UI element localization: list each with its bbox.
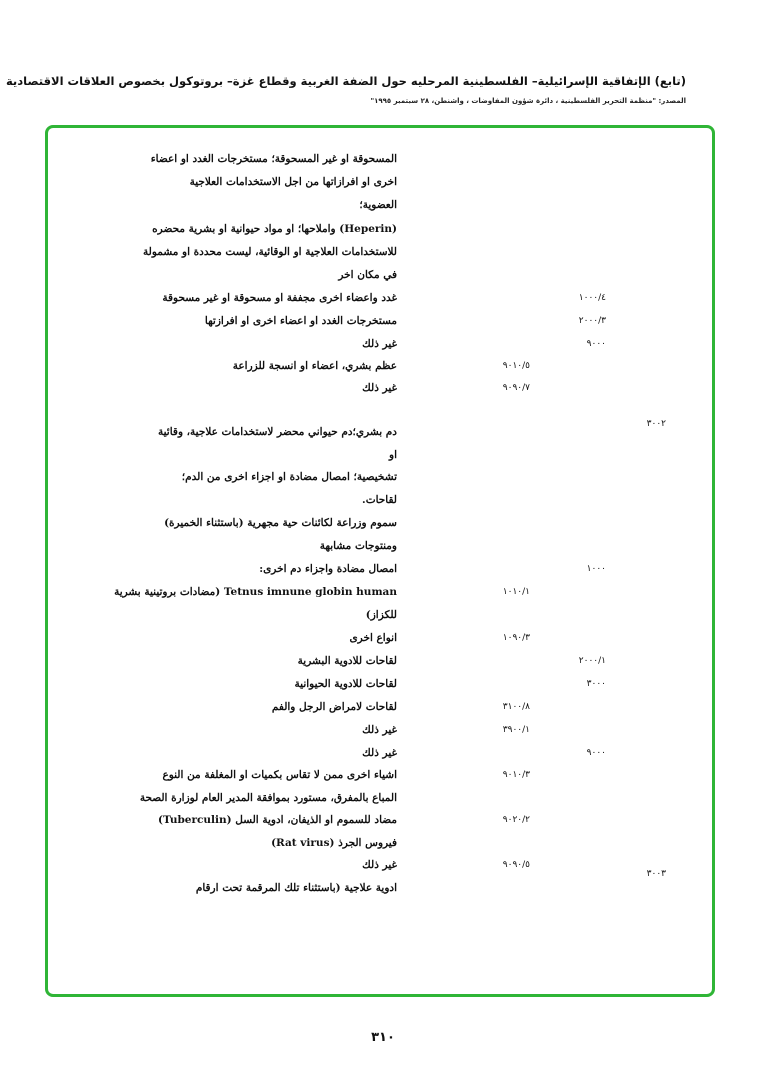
table-row (0, 559, 766, 579)
item-description: لقاحات للادوية الحيوانية (294, 678, 397, 690)
item-description: العضوية؛ (359, 199, 397, 211)
subheading-code: ٣١٠٠/٨ (502, 702, 530, 712)
table-row (0, 378, 766, 398)
item-description: غير ذلك (362, 382, 397, 394)
item-description: اشياء اخرى ممن لا تقاس بكميات او المغلفة من النوع (162, 769, 397, 781)
page-number: ٣١٠ (371, 1030, 395, 1045)
heading-code: ٩٠٠٠ (586, 339, 606, 349)
table-row (0, 149, 766, 169)
table-row (0, 334, 766, 354)
item-description: اخرى او افرازاتها من اجل الاستخدامات العلاجية (189, 176, 397, 188)
item-description: امصال مضادة واجزاء دم اخرى: (259, 563, 397, 575)
item-description: غير ذلك (362, 724, 397, 736)
item-description: دم بشري؛دم حيواني محضر لاستخدامات علاجية، وقائية (158, 426, 397, 438)
subheading-code: ٩٠٢٠/٢ (502, 815, 530, 825)
source-citation: المصدر: "منظمة التحرير الفلسطينية ، دائرة شؤون المفاوضات ، واشنطن، ٢٨ سبتمبر ١٩٩٥" (370, 97, 686, 105)
item-description: عظم بشري، اعضاء او انسجة للزراعة (232, 360, 397, 372)
table-row (0, 605, 766, 625)
table-row (0, 467, 766, 487)
heading-code: ١٠٠٠/٤ (578, 293, 606, 303)
subheading-code: ٣٩٠٠/١ (502, 725, 530, 735)
item-description: لقاحات للادوية البشرية (297, 655, 397, 667)
table-row (0, 743, 766, 763)
heading-code: ٢٠٠٠/١ (578, 656, 606, 666)
table-row (0, 810, 766, 830)
item-description: غدد واعضاء اخرى مجففة او مسحوقة او غير مسحوقة (162, 292, 397, 304)
table-row (0, 490, 766, 510)
table-row (0, 219, 766, 239)
subheading-code: ٩٠٩٠/٥ (502, 860, 530, 870)
item-description: لقاحات لامراض الرجل والفم (271, 701, 397, 713)
chapter-code: ٣٠٠٣ (646, 869, 666, 879)
item-description: لقاحات. (362, 494, 397, 506)
table-row (0, 311, 766, 331)
table-row (0, 242, 766, 262)
item-description: مستخرجات الغدد او اعضاء اخرى او افرازتها (204, 315, 397, 327)
item-description: ادوية علاجية (باستثناء تلك المرقمة تحت ارقام (195, 882, 397, 894)
item-description: غير ذلك (362, 747, 397, 759)
item-description: سموم وزراعة لكائنات حية مجهرية (باستثناء الخميرة) (164, 517, 397, 529)
table-row (0, 195, 766, 215)
table-row (0, 720, 766, 740)
table-row (0, 445, 766, 465)
item-description: تشخيصية؛ امصال مضادة او اجزاء اخرى من الدم؛ (181, 471, 397, 483)
table-row (0, 582, 766, 602)
table-row (0, 265, 766, 285)
table-row (0, 288, 766, 308)
heading-code: ٢٠٠٠/٣ (578, 316, 606, 326)
table-row (0, 419, 766, 442)
item-description: Tetnus imnune globin human (مضادات بروتينية بشرية (114, 586, 397, 598)
heading-code: ١٠٠٠ (586, 564, 606, 574)
item-description: (Heperin) واملاحها؛ او مواد حيوانية او بشرية محضره (152, 223, 397, 235)
item-description: او (389, 449, 397, 461)
table-row (0, 172, 766, 192)
item-description: انواع اخرى (349, 632, 397, 644)
subheading-code: ١٠١٠/١ (502, 587, 530, 597)
item-description: غير ذلك (362, 859, 397, 871)
item-description: غير ذلك (362, 338, 397, 350)
heading-code: ٣٠٠٠ (586, 679, 606, 689)
subheading-code: ٩٠١٠/٣ (502, 770, 530, 780)
subheading-code: ٩٠٩٠/٧ (502, 383, 530, 393)
subheading-code: ١٠٩٠/٣ (502, 633, 530, 643)
table-row (0, 788, 766, 808)
table-row (0, 765, 766, 785)
item-description: في مكان اخر (338, 269, 397, 281)
table-row (0, 651, 766, 671)
table-row (0, 833, 766, 853)
item-description: للكزاز) (365, 609, 397, 621)
item-description: المباع بالمفرق، مستورد بموافقة المدير العام لوزارة الصحة (139, 792, 397, 804)
heading-code: ٩٠٠٠ (586, 748, 606, 758)
table-row (0, 513, 766, 533)
item-description: المسحوقة او غير المسحوقة؛ مستخرجات الغدد او اعضاء (150, 153, 397, 165)
table-row (0, 536, 766, 556)
item-description: مضاد للسموم او الذيفان، ادوية السل (Tuberculin) (158, 814, 397, 826)
document-title: (تابع) الإتفاقية الإسرائيلية– الفلسطينية المرحليه حول الضفة الغربية وقطاع غزة– بروتوكول بخصوص العلاقات الاقتصادية (5, 74, 686, 88)
item-description: للاستخدامات العلاجية او الوقائية، ليست محددة او مشمولة (143, 246, 397, 258)
item-description: فيروس الجرذ (Rat virus) (271, 837, 397, 849)
table-row (0, 869, 766, 898)
item-description: ومنتوجات مشابهة (319, 540, 397, 552)
chapter-code: ٣٠٠٢ (646, 419, 666, 429)
table-row (0, 356, 766, 376)
table-row (0, 674, 766, 694)
subheading-code: ٩٠١٠/٥ (502, 361, 530, 371)
table-row (0, 697, 766, 717)
table-row (0, 628, 766, 648)
